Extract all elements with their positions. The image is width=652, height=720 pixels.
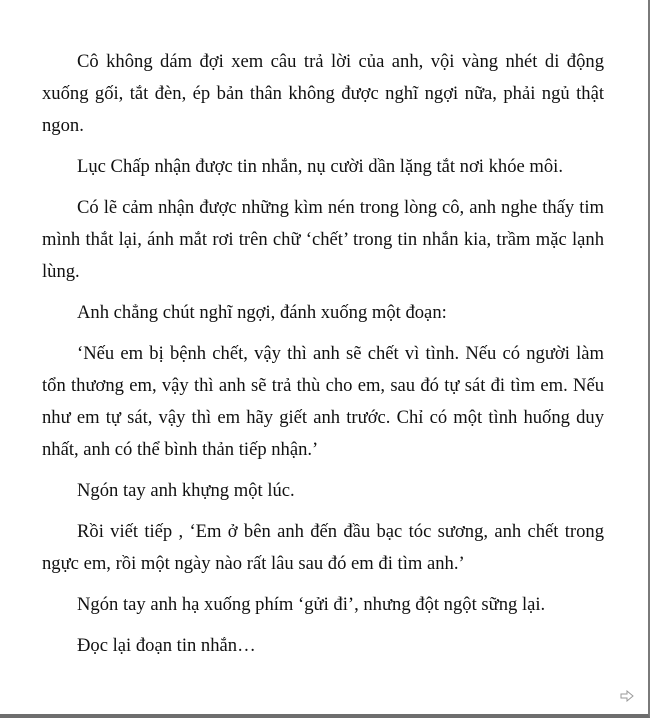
- paragraph-1: Cô không dám đợi xem câu trả lời của anh, vội vàng nhét di động xuống gối, tắt đèn, ép bản thân không được nghĩ ngợi nữa, phải ngủ thật ngon.: [42, 51, 604, 136]
- paragraph-2: Lục Chấp nhận được tin nhắn, nụ cười dần lặng tắt nơi khóe môi.: [77, 156, 563, 177]
- paragraph-8: Ngón tay anh hạ xuống phím ‘gửi đi’, nhưng đột ngột sững lại.: [77, 594, 546, 615]
- paragraph-7: Rồi viết tiếp , ‘Em ở bên anh đến đầu bạc tóc sương, anh chết trong ngực em, rồi một ngày nào rất lâu sau đó em đi tìm anh.’: [42, 521, 604, 574]
- paragraph-3: Có lẽ cảm nhận được những kìm nén trong lòng cô, anh nghe thấy tim mình thắt lại, ánh mắt rơi trên chữ ‘chết’ trong tin nhắn kia, trầm mặc lạnh lùng.: [42, 197, 604, 282]
- document-body: [42, 46, 604, 671]
- paragraph-4: Anh chẳng chút nghĩ ngợi, đánh xuống một đoạn:: [77, 302, 447, 323]
- arrow-right-icon[interactable]: [620, 690, 634, 702]
- paragraph-5: ‘Nếu em bị bệnh chết, vậy thì anh sẽ chết vì tình. Nếu có người làm tổn thương em, vậy thì anh sẽ trả thù cho em, sau đó tự sát đi tìm em. Nếu như em tự sát, vậy thì em hãy giết anh trước. Chỉ có một tình huống duy nhất, anh có thể bình thản tiếp nhận.’: [42, 343, 604, 460]
- paragraph-9: Đọc lại đoạn tin nhắn…: [77, 635, 256, 656]
- paragraph-6: Ngón tay anh khựng một lúc.: [77, 480, 295, 501]
